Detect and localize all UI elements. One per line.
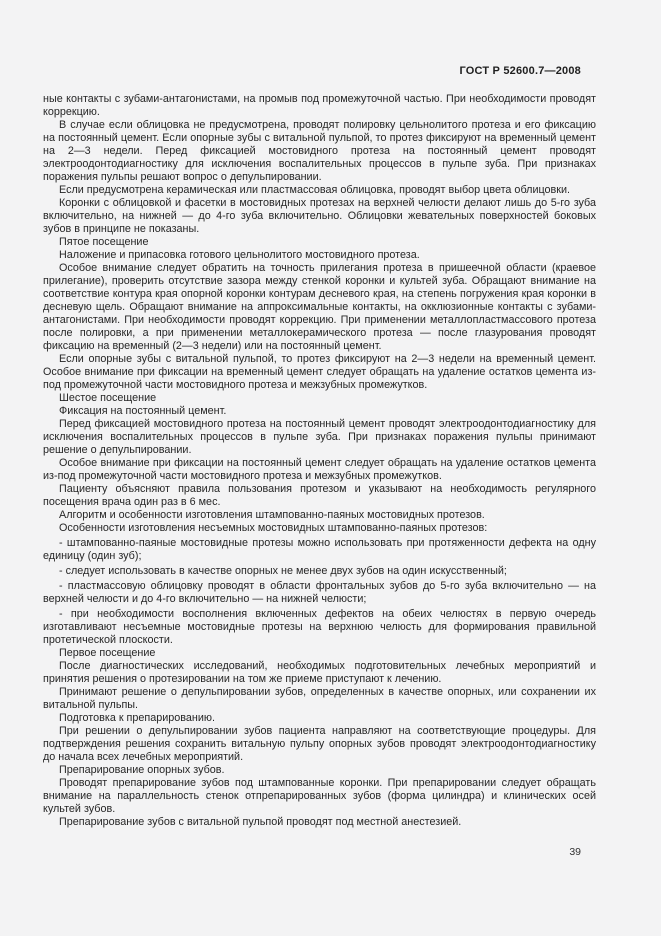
paragraph: Особое внимание следует обратить на точность прилегания протеза в пришеечной области (краевое прилегание), проверить отсутствие зазора между стенкой коронки и культей зуба. Обращают внимание на соответствие контура края опорной коронки контурам десневого края, на степень погружения края коронки в десневую щель. Обращают внимание на аппроксимальные контакты, на окклюзионные контакты с зубами-антагонистами. При необходимости проводят коррекцию. При применении металлопластмассового протеза после полировки, а при применении металлокерамического протеза — после глазурования проводят фиксацию на временный (2—3 недели) или на постоянный цемент. <box>43 262 596 352</box>
paragraph: Фиксация на постоянный цемент. <box>59 405 227 417</box>
paragraph: В случае если облицовка не предусмотрена, проводят полировку цельнолитого протеза и его фиксацию на постоянный цемент. Если опорные зубы с витальной пульпой, то протез фиксируют на временный цемент на 2—3 недели. Перед фиксацией мостовидного протеза на постоянный цемент проводят электроодонтодиагностику для исключения воспалительных процессов в пульпе зуба. При признаках поражения пульпы решают вопрос о депульпировании. <box>43 119 596 183</box>
paragraph: - следует использовать в качестве опорных не менее двух зубов на один искусственный; <box>59 565 507 577</box>
paragraph: Препарирование зубов с витальной пульпой проводят под местной анестезией. <box>59 816 462 828</box>
paragraph: Первое посещение <box>59 647 156 659</box>
paragraph: - при необходимости восполнения включенных дефектов на обеих челюстях в первую очередь изготавливают несъемные мостовидные протезы на верхнюю челюсть для формирования правильной протетической плоскости. <box>43 608 596 646</box>
paragraph: Наложение и припасовка готового цельнолитого мостовидного протеза. <box>59 249 420 261</box>
paragraph: - штампованно-паяные мостовидные протезы можно использовать при протяженности дефекта на одну единицу (один зуб); <box>43 537 596 562</box>
paragraph: Шестое посещение <box>59 392 157 404</box>
paragraph: Коронки с облицовкой и фасетки в мостовидных протезах на верхней челюсти делают лишь до 5-го зуба включительно, на нижней — до 4-го зуба включительно. Облицовки жевательных поверхностей боковых зубов в принципе не показаны. <box>43 197 596 235</box>
paragraph: Препарирование опорных зубов. <box>59 764 225 776</box>
paragraph: Алгоритм и особенности изготовления штампованно-паяных мостовидных протезов. <box>59 509 485 521</box>
paragraph: Особое внимание при фиксации на постоянный цемент следует обращать на удаление остатков цемента из-под промежуточной части мостовидного протеза и межзубных промежутков. <box>43 457 596 482</box>
paragraph: - пластмассовую облицовку проводят в области фронтальных зубов до 5-го зуба включительно — на верхней челюсти и до 4-го включительно — на нижней челюсти; <box>43 580 596 605</box>
paragraph: Если предусмотрена керамическая или пластмассовая облицовка, проводят выбор цвета облицовки. <box>59 184 571 196</box>
paragraph: Принимают решение о депульпировании зубов, определенных в качестве опорных, или сохранении их витальной пульпы. <box>43 686 596 711</box>
paragraph: Подготовка к препарированию. <box>59 712 216 724</box>
page-number: 39 <box>569 846 581 858</box>
paragraph: Пациенту объясняют правила пользования протезом и указывают на необходимость регулярного посещения врача один раз в 6 мес. <box>43 483 596 508</box>
paragraph: Пятое посещение <box>59 236 149 248</box>
paragraph: После диагностических исследований, необходимых подготовительных лечебных мероприятий и принятия решения о протезировании на том же приеме приступают к лечению. <box>43 660 596 685</box>
paragraph: Если опорные зубы с витальной пульпой, то протез фиксируют на 2—3 недели на временный цемент. Особое внимание при фиксации на временный цемент следует обращать на удаление остатков цемента из-под промежуточной части мостовидного протеза и межзубных промежутков. <box>43 353 596 391</box>
paragraph: Особенности изготовления несъемных мостовидных штампованно-паяных протезов: <box>59 522 488 534</box>
running-header: ГОСТ Р 52600.7—2008 <box>459 65 581 77</box>
paragraph: Проводят препарирование зубов под штампованные коронки. При препарировании следует обращать внимание на параллельность стенок отпрепарированных зубов (форма цилиндра) и клинических осей культей зубов. <box>43 777 596 815</box>
paragraph: Перед фиксацией мостовидного протеза на постоянный цемент проводят электроодонтодиагностику для исключения воспалительных процессов в пульпе зуба. При признаках поражения пульпы принимают решение о депульпировании. <box>43 418 596 456</box>
paragraph: ные контакты с зубами-антагонистами, на промыв под промежуточной частью. При необходимости проводят коррекцию. <box>43 93 596 118</box>
paragraph: При решении о депульпировании зубов пациента направляют на соответствующие процедуры. Для подтверждения решения сохранить витальную пульпу опорных зубов проводят электроодонтодиагностику до начала всех лечебных мероприятий. <box>43 725 596 763</box>
document-body <box>43 93 596 829</box>
